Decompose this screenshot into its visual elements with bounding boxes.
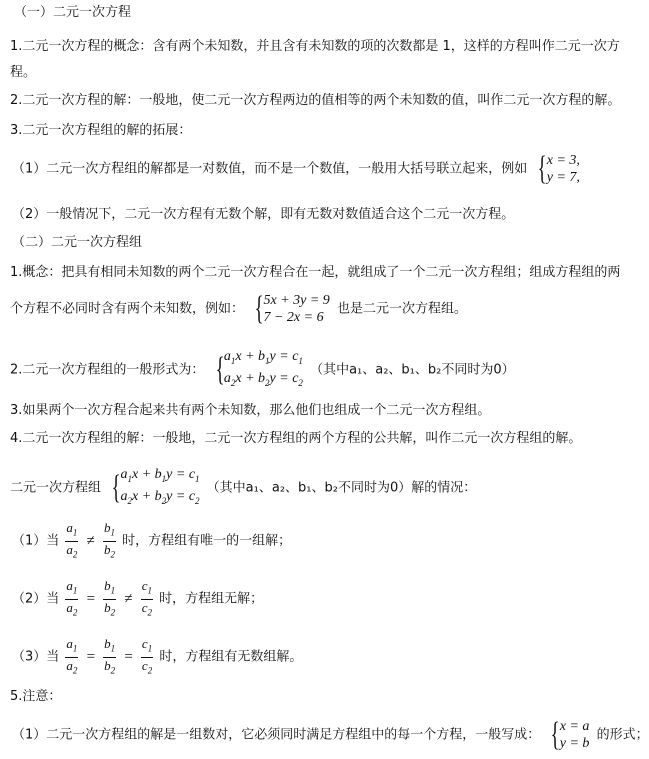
frac-a1-a2: $\frac{a_1}{a_2}$ — [66, 520, 78, 560]
example-system — [534, 152, 580, 186]
item-3: 3.如果两个一次方程合起来共有两个未知数，那么他们也组成一个二元一次方程组。 — [10, 403, 491, 418]
note1-pre: （1）二元一次方程组的解是一组数对，它必须同时满足方程组中的每一个方程，一般写成： — [12, 727, 541, 743]
case1-post: 时，方程组有唯一的一组解； — [122, 533, 292, 549]
note-system — [547, 718, 589, 752]
frac-c1-c2: $\frac{c_1}{c_2}$ — [141, 578, 152, 618]
concept-pre: 个方程不必同时含有两个未知数，例如： — [10, 301, 245, 317]
frac-b1-b2: $\frac{b_1}{b_2}$ — [104, 636, 116, 676]
frac-b1-b2: $\frac{b_1}{b_2}$ — [103, 520, 115, 560]
note1-eq1: x = a — [559, 719, 590, 734]
case3-post: 时，方程组有无数组解。 — [159, 649, 303, 665]
frac-a1-a2: $\frac{a_1}{a_2}$ — [66, 636, 78, 676]
concept-post: 也是二元一次方程组。 — [336, 301, 467, 317]
frac-c1-c2: $\frac{c_1}{c_2}$ — [141, 636, 153, 676]
general-pre: 2.二元一次方程组的一般形式为： — [10, 362, 205, 378]
system-eq2: $a_2x + b_2y = c_2$ — [120, 488, 200, 506]
brace-icon: { — [551, 716, 561, 753]
ext-1 — [12, 152, 583, 186]
brace-icon: { — [538, 150, 548, 187]
equal-sign: = — [86, 591, 96, 608]
equal-sign: = — [124, 649, 133, 666]
general-system — [212, 348, 303, 392]
system-note: （其中a₁、a₂、b₁、b₂不同时为0）解的情况： — [206, 480, 477, 496]
not-equal-sign: ≠ — [124, 591, 133, 608]
not-equal-sign: ≠ — [86, 533, 95, 550]
note1-post: 的形式； — [596, 727, 649, 743]
concept-line-2 — [10, 292, 467, 326]
concept-system — [251, 292, 330, 326]
case-1 — [12, 520, 291, 562]
system-line — [10, 466, 476, 510]
ext-title: 3.二元一次方程组的解的拓展： — [10, 123, 192, 138]
general-note: （其中a₁、a₂、b₁、b₂不同时为0） — [310, 362, 515, 378]
general-system-2 — [108, 466, 199, 510]
sec1-heading: （一）二元一次方程 — [14, 5, 132, 20]
ext-2: （2）一般情况下，二元一次方程有无数个解，即有无数对数值适合这个二元一次方程。 — [12, 207, 515, 222]
general-form-line — [10, 348, 515, 392]
case3-pre: （3）当 — [12, 649, 60, 665]
ext-1-text: （1）二元一次方程组的解都是一对数值，而不是一个数值，一般用大括号联立起来，例如 — [12, 161, 528, 177]
case2-post: 时，方程组无解； — [159, 591, 264, 607]
def-line-2: 程。 — [10, 65, 37, 80]
note-1 — [12, 718, 649, 752]
case1-pre: （1）当 — [12, 533, 60, 549]
equal-sign: = — [86, 649, 96, 666]
case2-pre: （2）当 — [12, 591, 60, 607]
concept-eq1: 5x + 3y = 9 — [263, 293, 330, 308]
def-line-1: 1.二元一次方程的概念：含有两个未知数，并且含有未知数的项的次数都是 1，这样的方程叫作二元一次方 — [10, 39, 620, 54]
ext1-eq2: y = 7, — [546, 170, 580, 185]
concept-line-1: 1.概念：把具有相同未知数的两个二元一次方程合在一起，就组成了一个二元一次方程组；组成方程组的两 — [10, 265, 621, 280]
note1-eq2: y = b — [559, 736, 590, 751]
frac-a1-a2: $\frac{a_1}{a_2}$ — [66, 578, 78, 618]
solution-line: 2.二元一次方程的解：一般地，使二元一次方程两边的值相等的两个未知数的值，叫作二元一次方程的解。 — [10, 93, 621, 108]
system-pre: 二元一次方程组 — [10, 480, 102, 496]
brace-icon: { — [215, 350, 225, 388]
case-2 — [12, 578, 263, 620]
sec2-heading: （二）二元一次方程组 — [12, 235, 143, 250]
brace-icon: { — [254, 290, 264, 327]
case-3 — [12, 636, 302, 678]
system-eq1: $a_1x + b_1y = c_1$ — [120, 467, 200, 484]
ext1-eq1: x = 3, — [546, 153, 580, 168]
general-eq2: $a_2x + b_2y = c_2$ — [223, 370, 303, 388]
general-eq1: $a_1x + b_1y = c_1$ — [223, 349, 303, 366]
item-4: 4.二元一次方程组的解：一般地，二元一次方程组的两个方程的公共解，叫作二元一次方程组的解。 — [10, 431, 582, 446]
concept-eq2: 7 − 2x = 6 — [263, 310, 324, 325]
note-title: 5.注意： — [10, 689, 62, 704]
frac-b1-b2: $\frac{b_1}{b_2}$ — [104, 578, 116, 618]
brace-icon: { — [111, 468, 121, 506]
